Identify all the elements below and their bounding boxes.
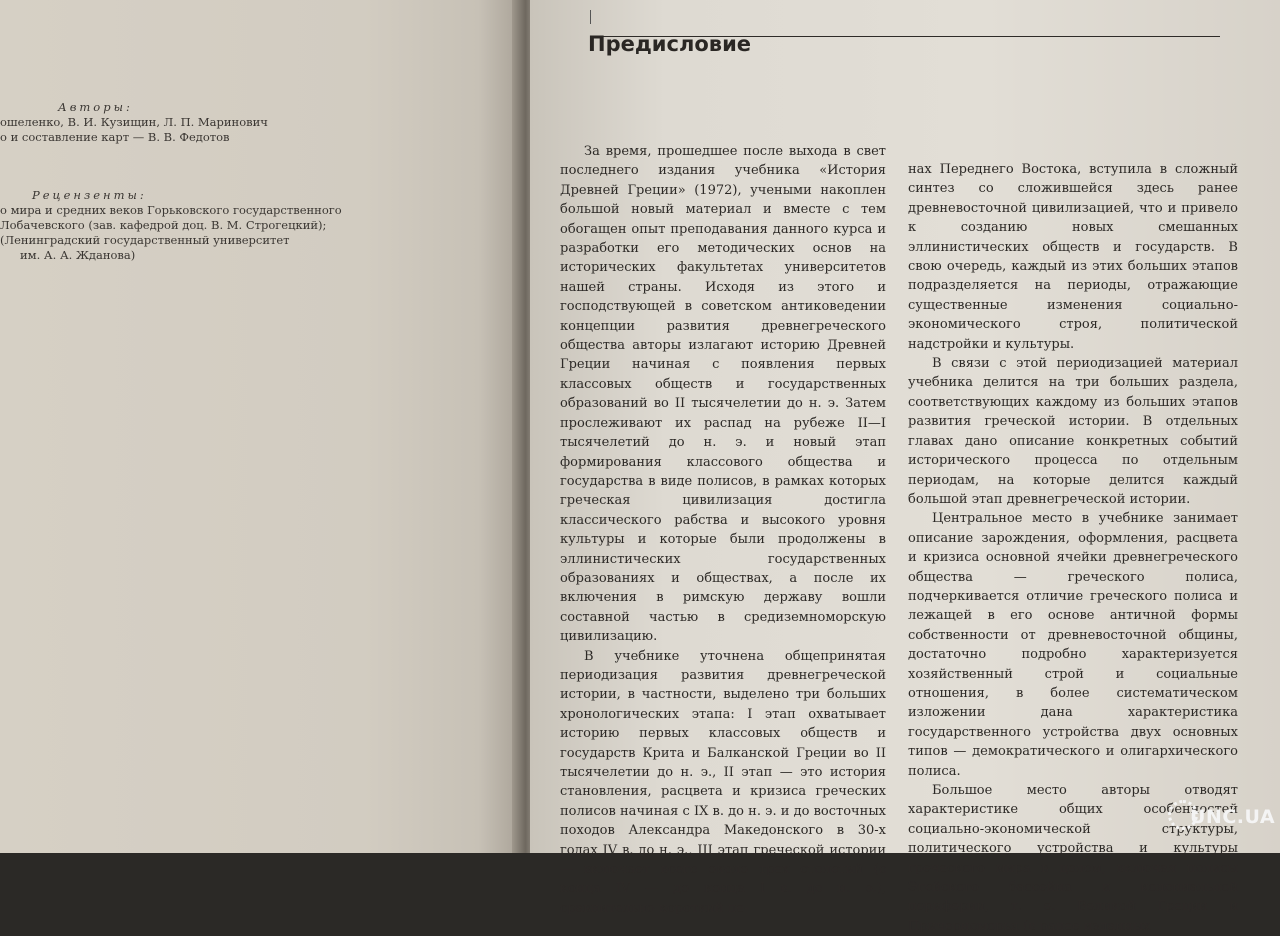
chapter-title: Предисловие	[588, 32, 752, 56]
watermark-text: UNC.UA	[1190, 806, 1276, 828]
authors-line: о и составление карт — В. В. Федотов	[0, 130, 230, 144]
reviewers-line: (Ленинградский государственный университет	[0, 233, 290, 247]
authors-heading: Авторы:	[58, 100, 133, 114]
paragraph: В связи с этой периодизацией материал учебника делится на три больших раздела, соответствующих каждому из больших этапов развития греческой истории. В отдельных главах дано описание конкретных событий исторического процесса по отдельным периодам, на которые делится каждый большой этап древнегреческой истории.	[908, 356, 1238, 507]
reviewers-block	[0, 188, 342, 263]
watermark-logo	[1168, 794, 1278, 842]
right-page	[530, 0, 1280, 934]
paragraph: Большое место авторы отводят характеристике общих особенностей социально-экономической структуры, политического устройства и культуры греческого мира в целом, включая полисы Эгейского бассейна и колониальной периферии, т. е. Великой Греции и Причерноморья (в ранее изданных	[908, 783, 1238, 934]
reviewers-line: о мира и средних веков Горьковского государственного	[0, 203, 342, 217]
text-column-left	[560, 142, 886, 918]
left-page	[0, 0, 520, 853]
paragraph: В учебнике уточнена общепринятая периодизация развития древнегреческой истории, в частности, выделено три больших хронологических этапа: I этап охватывает историю первых классовых обществ и государств Крита и Балканской Греции во II тысячелетии до н. э., II этап — это история становления, расцвета и кризиса греческих полисов начиная с IX в. до н. э. и до восточных походов Александра Македонского в 30-х годах IV в. до н. э., III этап греческой истории — включает всего около трех столетий (с конца IV — до конца I в. до н. э.), сравнительно короткий пе-	[560, 648, 886, 916]
page-tick	[590, 10, 591, 24]
reviewers-line: Лобачевского (зав. кафедрой доц. В. М. Строгецкий);	[0, 218, 327, 232]
reviewers-line: им. А. А. Жданова)	[20, 248, 136, 262]
reviewers-heading: Рецензенты:	[32, 188, 147, 202]
paragraph: За время, прошедшее после выхода в свет последнего издания учебника «История Древней Греции» (1972), учеными накоплен большой новый материал и вместе с тем обогащен опыт преподавания данного курса и разработки его методических основ на исторических факультетах университетов нашей страны. Исходя из этого и господствующей в советском антиковедении концепции развития древнегреческого общества авторы излагают историю Древней Греции начиная с появления первых классовых обществ и государственных образований во II тысячелетии до н. э. Затем прослеживают их распад на рубеже II—I тысячелетий до н. э. и новый этап формирования классового общества и государства в виде полисов, в рамках которых греческая цивилизация достигла классического рабства и высокого уровня культуры и которые были продолжены в эллинистических государственных образованиях и обществах, а после их включения в римскую державу вошли составной частью в средиземноморскую цивилизацию.	[560, 144, 886, 645]
paragraph: нах Переднего Востока, вступила в сложный синтез со сложившейся здесь ранее древневосточной цивилизацией, что и привело к созданию новых смешанных эллинистических обществ и государств. В свою очередь, каждый из этих больших этапов подразделяется на периоды, отражающие существенные изменения социально-экономического строя, политической надстройки и культуры.	[908, 162, 1238, 352]
authors-block	[0, 100, 268, 145]
authors-line: ошеленко, В. И. Кузищин, Л. П. Маринович	[0, 115, 268, 129]
paragraph: Центральное место в учебнике занимает описание зарождения, оформления, расцвета и кризиса основной ячейки древнегреческого общества — греческого полиса, подчеркивается отличие греческого полиса и лежащей в его основе античной формы собственности от древневосточной общины, достаточно подробно характеризуется хозяйственный строй и социальные отношения, в более систематическом изложении дана характеристика государственного устройства двух основных типов — демократического и олигархического полиса.	[908, 511, 1238, 779]
